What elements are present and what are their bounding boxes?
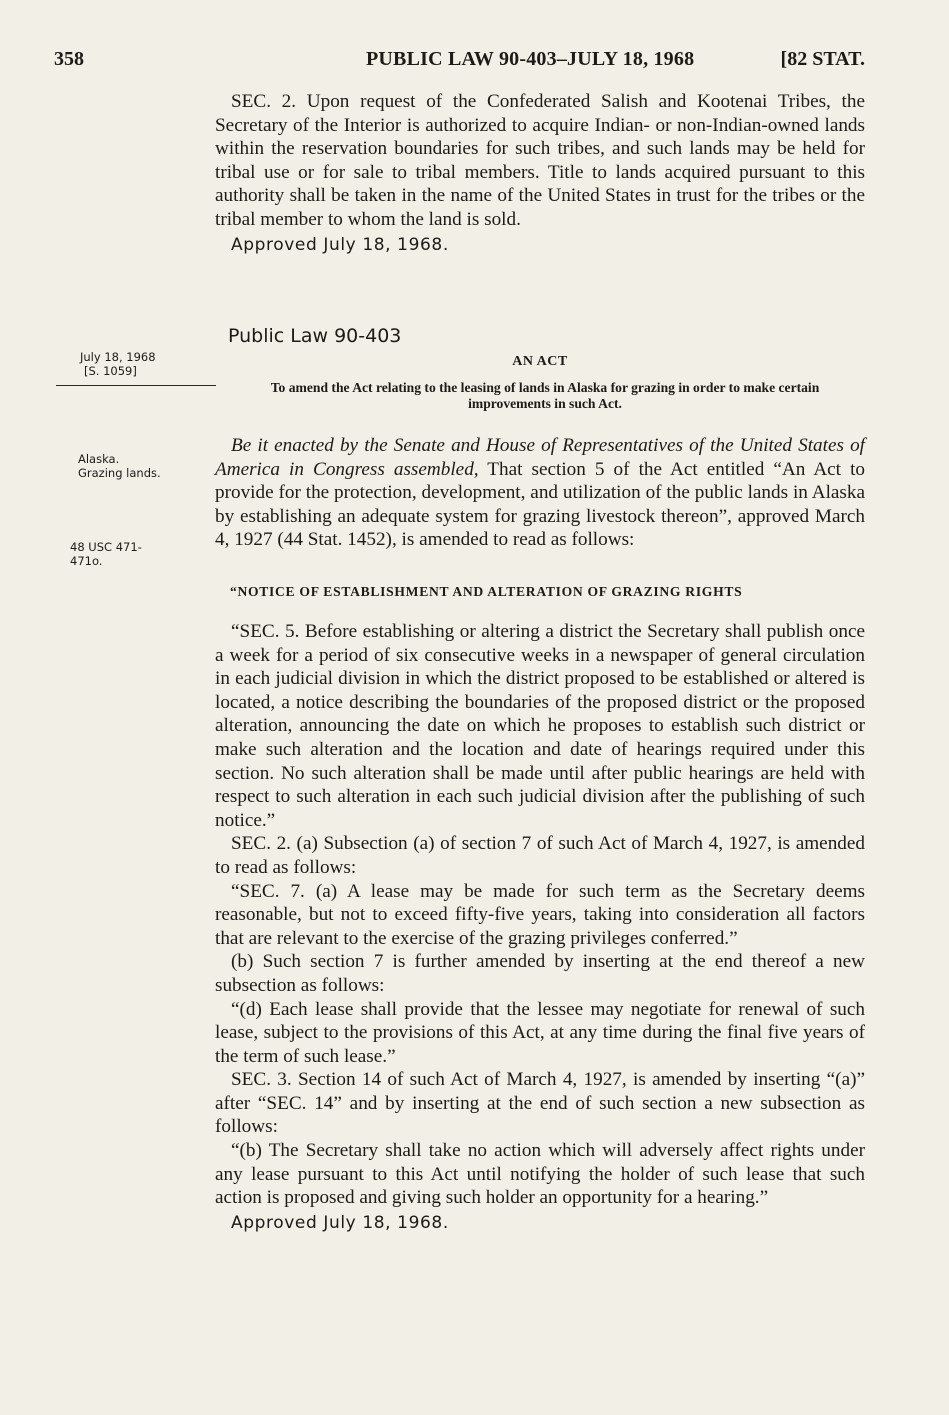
margin-date-text: July 18, 1968 <box>80 350 156 364</box>
margin-usc-line2: 471o. <box>70 554 103 568</box>
final-approved-line: Approved July 18, 1968. <box>231 1212 449 1233</box>
stat-reference: [82 STAT. <box>780 48 865 70</box>
sec3-paragraph: SEC. 3. Section 14 of such Act of March 4, 1927, is amended by inserting “(a)” after “SEC. 14” and by inserting at the end of such section a new subsection as follows: <box>215 1069 865 1138</box>
sec7a-paragraph: “SEC. 7. (a) A lease may be made for such term as the Secretary deems reasonable, but not to exceed fifty-five years, taking into consideration all factors that are relevant to the exercise of the grazing privileges conferred.” <box>215 880 865 949</box>
sec7b-paragraph: (b) Such section 7 is further amended by inserting at the end thereof a new subsection as follows: <box>215 951 865 996</box>
margin-bill-number: [S. 1059] <box>84 364 137 378</box>
margin-date <box>80 350 215 378</box>
prior-section <box>215 90 865 257</box>
prior-approved-line: Approved July 18, 1968. <box>231 234 449 255</box>
enacting-paragraph <box>215 434 865 552</box>
enacting-clause <box>215 434 865 552</box>
margin-usc-line1: 48 USC 471- <box>70 540 142 554</box>
header-title: PUBLIC LAW 90-403–JULY 18, 1968 <box>366 48 695 70</box>
public-law-title: Public Law 90-403 <box>228 325 402 347</box>
section-subheading: “NOTICE OF ESTABLISHMENT AND ALTERATION OF GRAZING RIGHTS <box>230 584 743 599</box>
sec2a-paragraph: SEC. 2. (a) Subsection (a) of section 7 of such Act of March 4, 1927, is amended to read as follows: <box>215 833 865 878</box>
margin-usc-citation <box>70 540 205 568</box>
page-number: 358 <box>54 48 84 70</box>
margin-topic <box>78 452 213 480</box>
enacting-text: That section 5 of the Act entitled “An Act to provide for the protection, development, and utilization of the public lands in Alaska by establishing an adequate system for grazing livestock thereon”, approved March 4, 1927 (44 Stat. 1452), is amended to read as follows: <box>215 458 865 551</box>
amendment-body <box>215 620 865 1235</box>
an-act-label: AN ACT <box>512 354 568 369</box>
enacting-italic: Be it enacted by the Senate and House of Representatives of the United States of America in Congress assembled, <box>215 435 865 480</box>
sec5-paragraph: “SEC. 5. Before establishing or altering a district the Secretary shall publish once a week for a period of six consecutive weeks in a newspaper of general circulation in each judicial division in which the district proposed to be established or altered is located, a notice describing the boundaries of the proposed district or the proposed alteration, announcing the date on which he proposes to establish such district or make such alteration and the location and date of hearings required under this section. No such alteration shall be made until after public hearings are held with respect to such alteration in each such judicial division after the publishing of such notice.” <box>215 621 865 831</box>
sec14b-paragraph: “(b) The Secretary shall take no action which will adversely affect rights under any lease pursuant to this Act until notifying the holder of such lease that such action is proposed and giving such holder an opportunity for a hearing.” <box>215 1140 865 1209</box>
sec7d-paragraph: “(d) Each lease shall provide that the lessee may negotiate for renewal of such lease, subject to the provisions of this Act, at any time during the final five years of the term of such lease.” <box>215 998 865 1067</box>
margin-rule <box>56 385 216 386</box>
act-purpose: To amend the Act relating to the leasing of lands in Alaska for grazing in order to make certain improvements in such Act. <box>270 380 820 411</box>
prior-section-text: SEC. 2. Upon request of the Confederated Salish and Kootenai Tribes, the Secretary of the Interior is authorized to acquire Indian- or non-Indian-owned lands within the reservation boundaries for such tribes, and such lands may be held for tribal use or for sale to tribal members. Title to lands acquired pursuant to this authority shall be taken in the name of the United States in trust for the tribes or the tribal member to whom the land is sold. <box>215 91 865 230</box>
running-header <box>54 44 865 74</box>
margin-topic-alaska: Alaska. <box>78 452 120 466</box>
margin-topic-grazing: Grazing lands. <box>78 466 161 480</box>
